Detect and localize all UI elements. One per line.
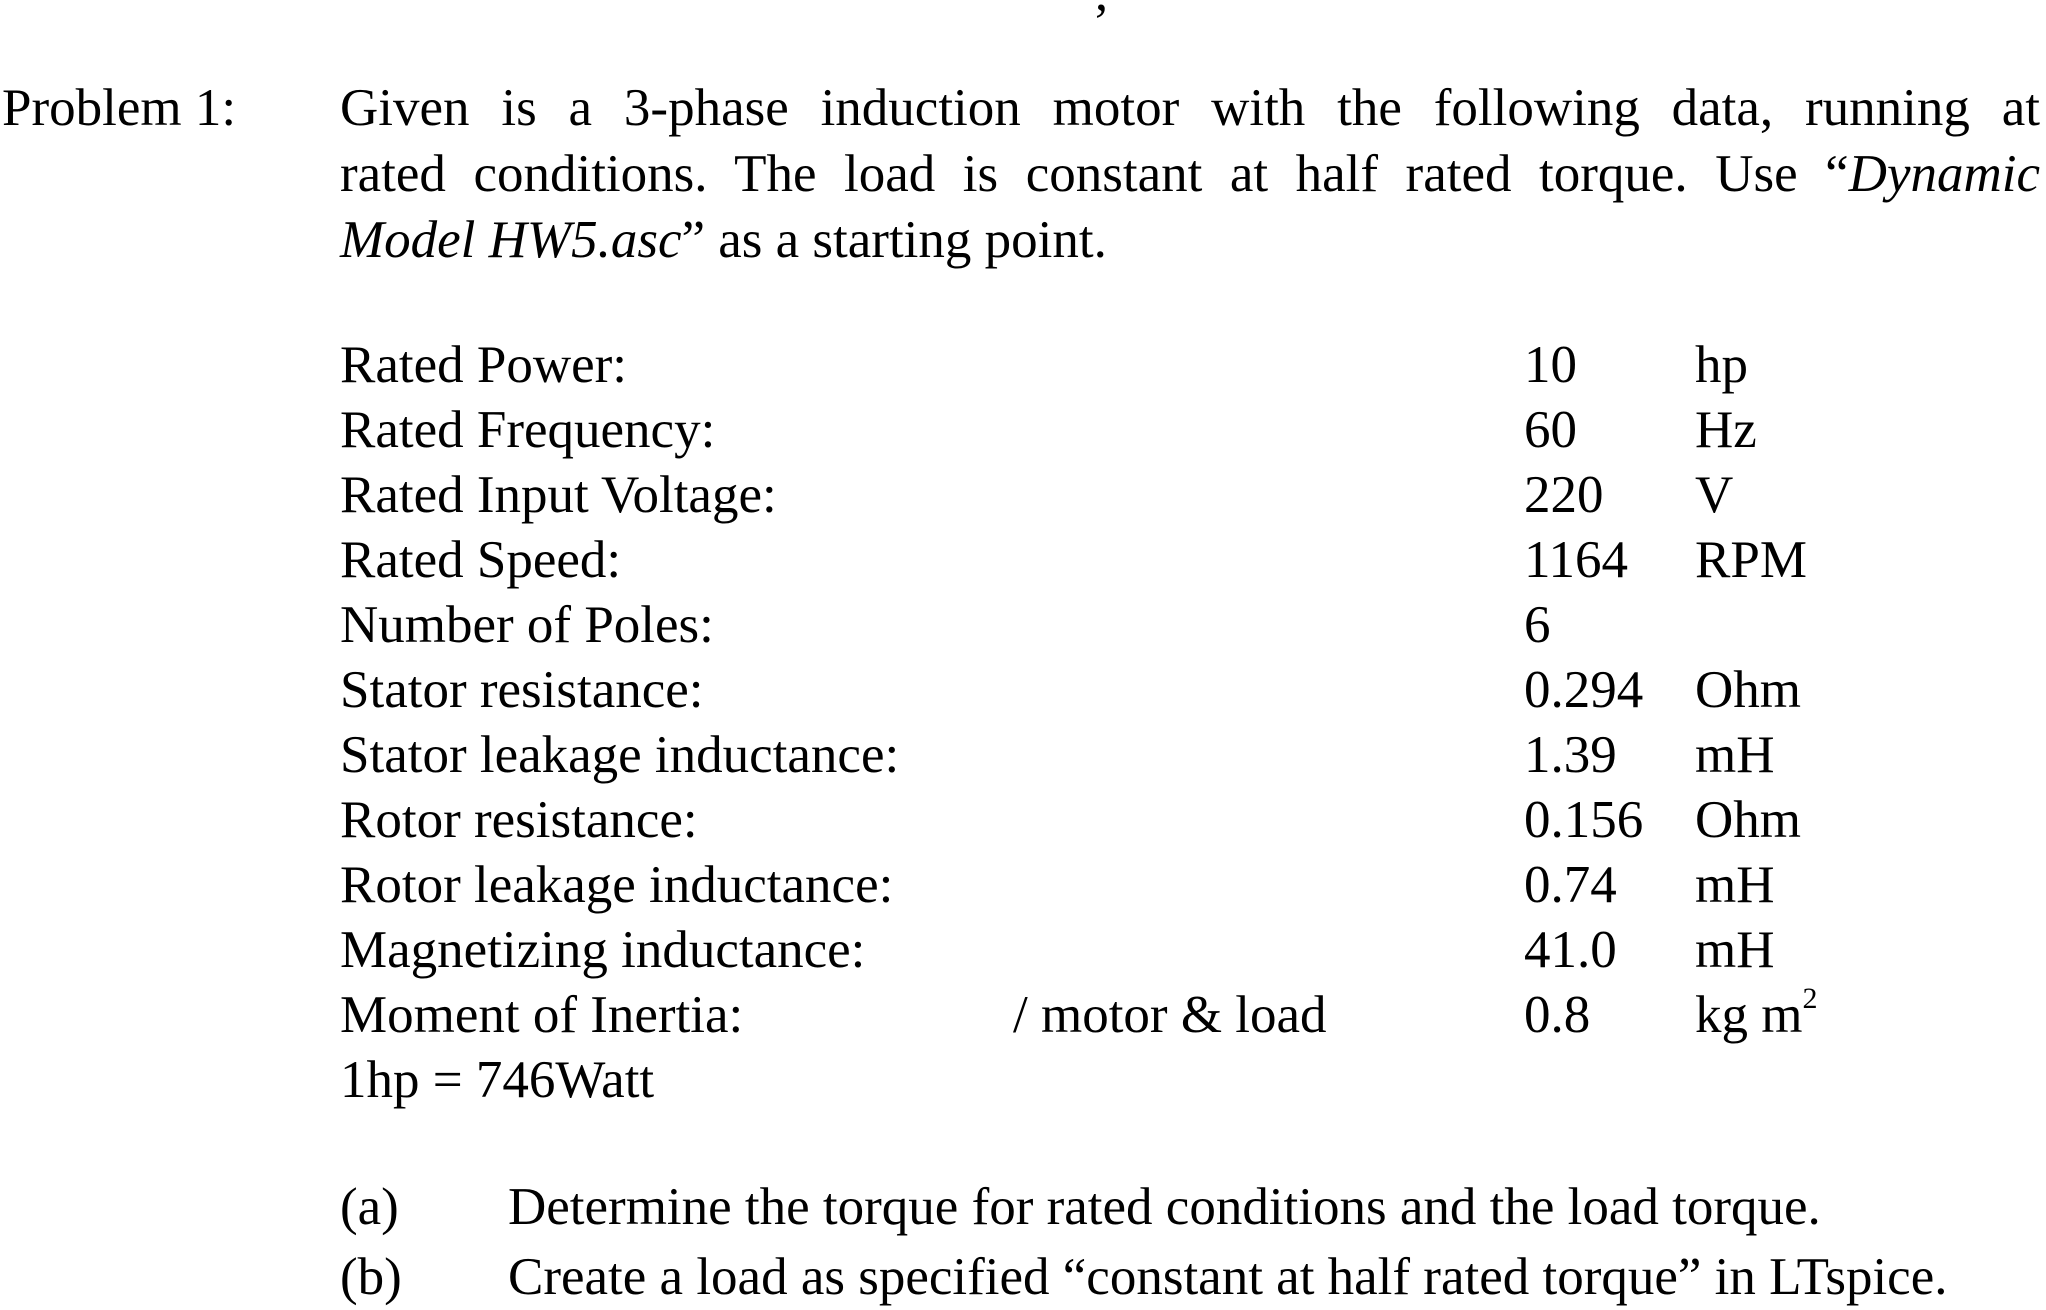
intro-line-2 xyxy=(340,141,2040,207)
param-label: Moment of Inertia: xyxy=(340,986,744,1044)
param-row xyxy=(340,463,1840,528)
intro-line-2-text: rated conditions. The load is constant at half rated torque. Use “ xyxy=(340,145,1849,203)
param-row xyxy=(340,853,1840,918)
param-unit: Ohm xyxy=(1695,661,1801,719)
param-label: Number of Poles: xyxy=(340,596,714,654)
question-text: Determine the torque for rated conditions and the load torque. xyxy=(508,1178,1821,1236)
param-value: 41.0 xyxy=(1524,921,1617,979)
param-label: Rated Power: xyxy=(340,336,628,394)
param-unit: V xyxy=(1695,466,1734,524)
param-unit: Hz xyxy=(1695,401,1757,459)
param-value: 220 xyxy=(1524,466,1604,524)
param-row xyxy=(340,723,1840,788)
param-unit xyxy=(1695,983,1817,1048)
param-value: 0.294 xyxy=(1524,661,1644,719)
param-row xyxy=(340,593,1840,658)
param-row xyxy=(340,983,1840,1048)
param-value: 0.74 xyxy=(1524,856,1617,914)
param-unit-exponent: 2 xyxy=(1802,982,1818,1015)
param-row xyxy=(340,788,1840,853)
param-value: 0.156 xyxy=(1524,791,1644,849)
param-row xyxy=(340,658,1840,723)
param-value: 1.39 xyxy=(1524,726,1617,784)
param-label: Rated Input Voltage: xyxy=(340,466,777,524)
intro-line-1: Given is a 3-phase induction motor with the following data, running at xyxy=(340,79,2040,137)
motor-parameters-table xyxy=(340,333,1840,1113)
problem-intro xyxy=(340,75,2040,273)
question-label: (a) xyxy=(340,1178,399,1236)
param-label: Magnetizing inductance: xyxy=(340,921,866,979)
param-unit: hp xyxy=(1695,336,1748,394)
question-text: Create a load as specified “constant at half rated torque” in LTspice. xyxy=(508,1248,1948,1306)
intro-line-3-text: ” as a starting point. xyxy=(681,211,1107,269)
param-label: Rotor leakage inductance: xyxy=(340,856,894,914)
param-value: 1164 xyxy=(1524,531,1629,589)
param-unit: mH xyxy=(1695,726,1775,784)
param-label: Stator resistance: xyxy=(340,661,704,719)
hp-conversion-note: 1hp = 746Watt xyxy=(340,1051,655,1109)
param-row xyxy=(340,333,1840,398)
param-unit: Ohm xyxy=(1695,791,1801,849)
param-note: / motor & load xyxy=(1013,986,1327,1044)
param-row xyxy=(340,528,1840,593)
param-label: Rated Frequency: xyxy=(340,401,716,459)
param-value: 60 xyxy=(1524,401,1577,459)
cut-off-text-fragment xyxy=(1095,0,1108,24)
question-label: (b) xyxy=(340,1248,402,1306)
param-value: 10 xyxy=(1524,336,1577,394)
param-label: Rotor resistance: xyxy=(340,791,698,849)
param-label: Stator leakage inductance: xyxy=(340,726,900,784)
problem-label: Problem 1: xyxy=(2,79,237,137)
param-unit: mH xyxy=(1695,856,1775,914)
param-value: 6 xyxy=(1524,596,1551,654)
param-row xyxy=(340,398,1840,463)
param-value: 0.8 xyxy=(1524,986,1591,1044)
param-unit-text: kg m xyxy=(1695,986,1803,1044)
param-unit: mH xyxy=(1695,921,1775,979)
param-unit: RPM xyxy=(1695,531,1807,589)
intro-italic-dynamic: Dynamic xyxy=(1848,145,2040,203)
param-label: Rated Speed: xyxy=(340,531,622,589)
intro-italic-model-file: Model HW5.asc xyxy=(340,211,682,269)
param-row xyxy=(340,918,1840,983)
intro-line-3 xyxy=(340,207,2040,273)
